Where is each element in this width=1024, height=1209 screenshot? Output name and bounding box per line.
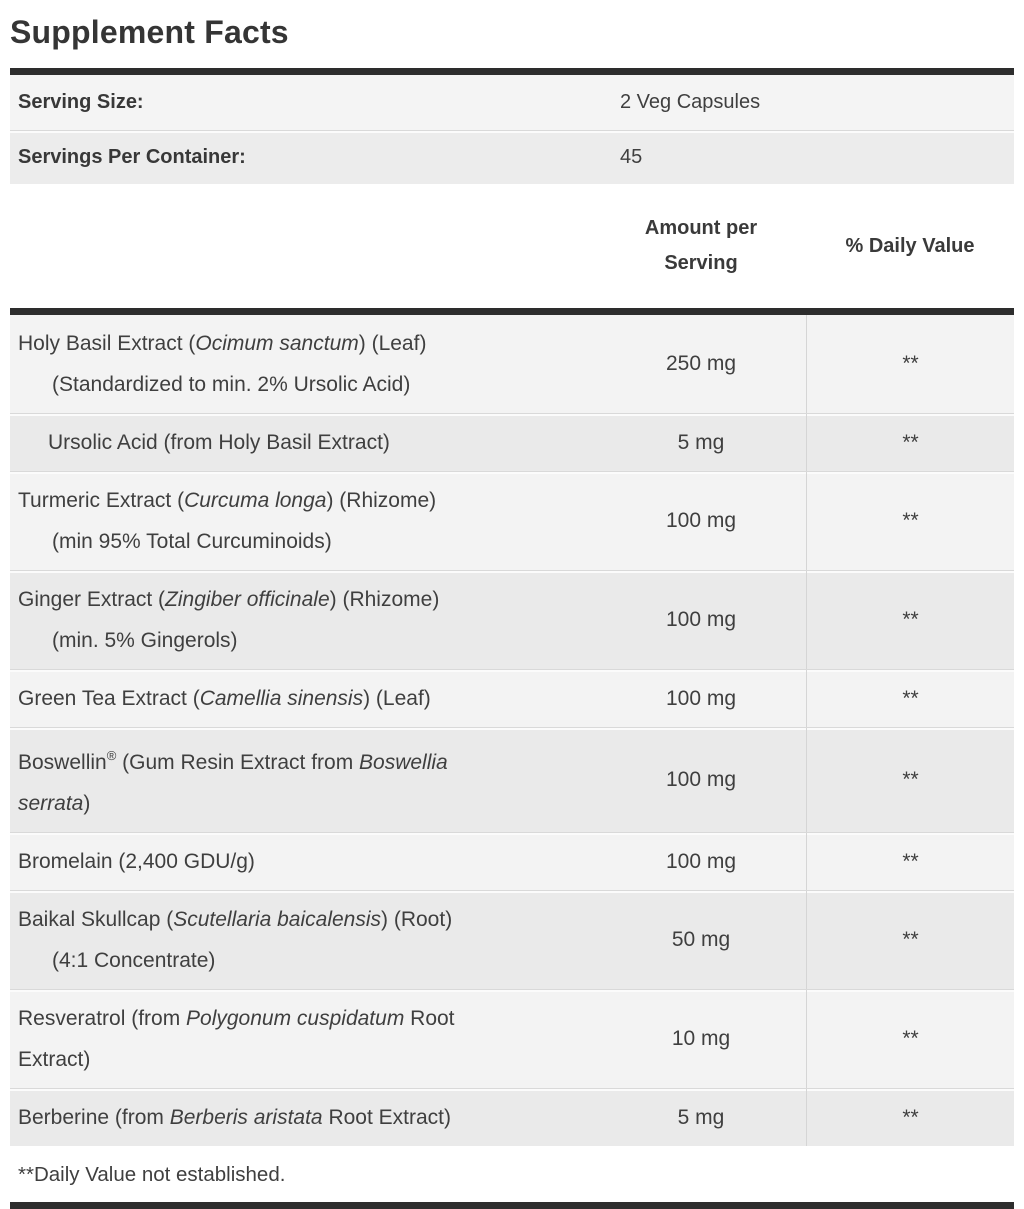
ingredient-rows (10, 315, 1014, 1146)
ingredient-name: Ursolic Acid (from Holy Basil Extract) (48, 431, 390, 454)
table-row (10, 1088, 1014, 1146)
table-row (10, 989, 1014, 1088)
daily-value: ** (806, 472, 1014, 570)
ingredient-name: Turmeric Extract (Curcuma longa) (Rhizome) (min 95% Total Curcuminoids) (18, 489, 437, 553)
ingredient-name: Green Tea Extract (Camellia sinensis) (Leaf) (18, 687, 431, 710)
header-rule (10, 308, 1014, 315)
ingredient-name: Baikal Skullcap (Scutellaria baicalensis) (Root) (4:1 Concentrate) (18, 908, 453, 972)
ingredient-name: Ginger Extract (Zingiber officinale) (Rhizome) (min. 5% Gingerols) (18, 588, 440, 652)
servings-per-container-label: Servings Per Container: (18, 146, 246, 168)
amount-per-serving-value: 5 mg (677, 430, 725, 454)
top-rule (10, 68, 1014, 75)
daily-value: ** (806, 670, 1014, 727)
ingredient-name: Bromelain (2,400 GDU/g) (18, 850, 255, 873)
table-row (10, 570, 1014, 669)
daily-value: ** (806, 571, 1014, 669)
table-row (10, 471, 1014, 570)
amount-per-serving-value: 5 mg (677, 1105, 725, 1129)
daily-value: ** (806, 833, 1014, 890)
amount-per-serving-value: 100 mg (665, 509, 737, 532)
daily-value: ** (806, 414, 1014, 471)
amount-per-serving-value: 100 mg (665, 768, 737, 791)
serving-size-row (10, 75, 1014, 130)
table-row (10, 413, 1014, 471)
table-row (10, 890, 1014, 989)
daily-value: ** (806, 891, 1014, 989)
amount-per-serving-value: 100 mg (665, 686, 737, 710)
daily-value: ** (806, 1089, 1014, 1146)
page-title: Supplement Facts (10, 14, 289, 50)
daily-value: ** (806, 728, 1014, 832)
servings-per-container-row (10, 130, 1014, 184)
bottom-rule (10, 1202, 1014, 1209)
table-row (10, 727, 1014, 832)
serving-info (10, 75, 1014, 184)
amount-per-serving-value: 100 mg (665, 608, 737, 631)
amount-column-header: Amount per Serving (644, 217, 758, 274)
daily-value-footnote: **Daily Value not established. (10, 1146, 1014, 1202)
table-row (10, 832, 1014, 890)
ingredient-name: Berberine (from Berberis aristata Root Extract) (18, 1106, 451, 1129)
daily-value: ** (806, 315, 1014, 413)
amount-per-serving-value: 250 mg (665, 352, 737, 375)
ingredient-name: Resveratrol (from Polygonum cuspidatum Root Extract) (18, 1007, 455, 1071)
ingredient-name: Boswellin® (Gum Resin Extract from Boswellia serrata) (18, 748, 448, 815)
amount-per-serving-value: 50 mg (671, 928, 731, 951)
table-row (10, 315, 1014, 413)
column-headers (10, 210, 1014, 282)
daily-value: ** (806, 990, 1014, 1088)
table-row (10, 669, 1014, 727)
ingredient-name: Holy Basil Extract (Ocimum sanctum) (Leaf) (Standardized to min. 2% Ursolic Acid) (18, 332, 427, 396)
amount-per-serving-value: 100 mg (665, 849, 737, 873)
amount-per-serving-value: 10 mg (671, 1027, 731, 1050)
serving-size-value: 2 Veg Capsules (620, 91, 761, 113)
daily-value-column-header: % Daily Value (845, 234, 975, 257)
serving-size-label: Serving Size: (18, 91, 144, 113)
servings-per-container-value: 45 (620, 146, 643, 168)
